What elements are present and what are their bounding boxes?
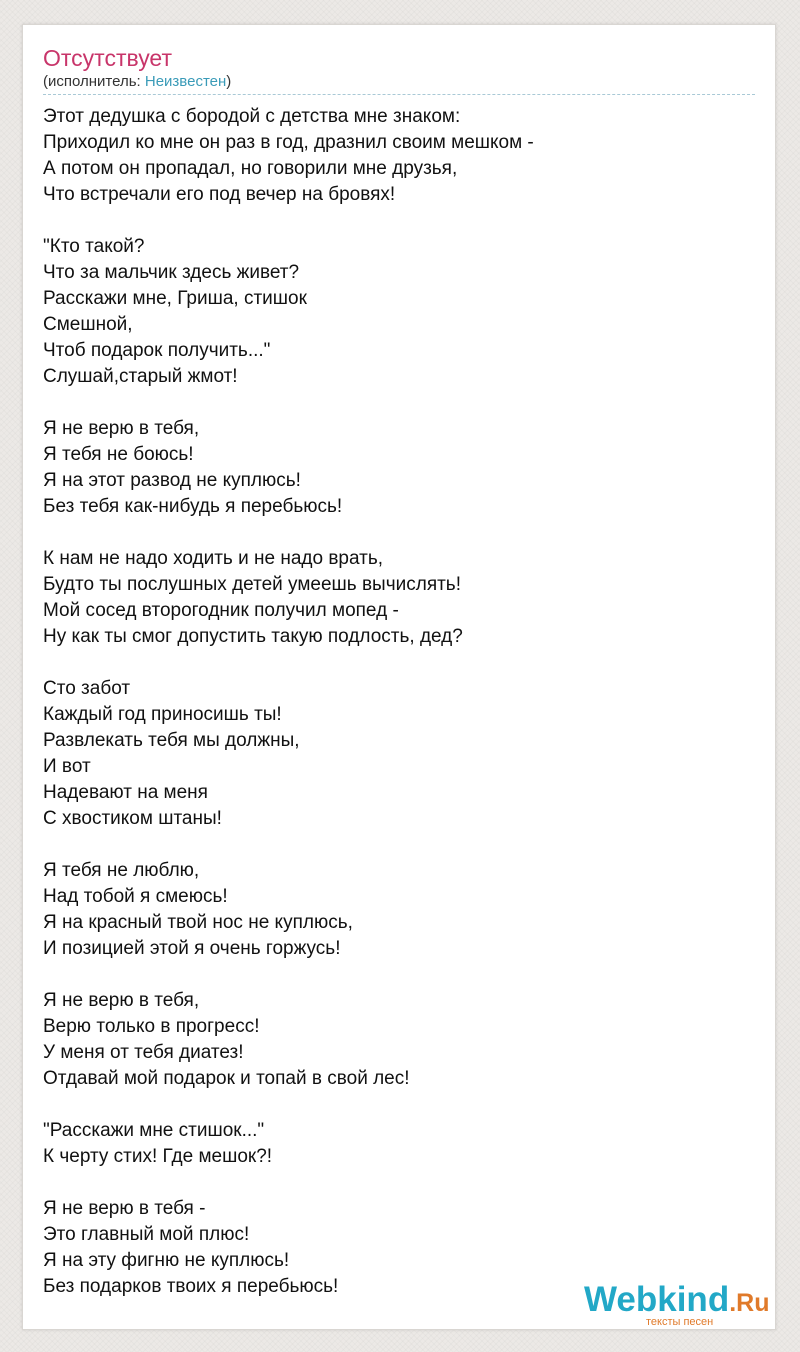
lyric-line: Будто ты послушных детей умеешь вычислять! — [43, 574, 461, 595]
lyric-line: И вот — [43, 756, 91, 777]
artist-link[interactable]: Неизвестен — [144, 73, 227, 90]
lyric-line: А потом он пропадал, но говорили мне друзья, — [43, 158, 458, 179]
lyric-line: Над тобой я смеюсь! — [43, 886, 228, 907]
lyrics-stanza — [43, 1118, 753, 1170]
logo-main-text: Webkind — [584, 1280, 730, 1319]
lyric-line: Я тебя не люблю, — [43, 860, 200, 881]
lyrics-stanza — [43, 676, 753, 832]
lyric-line: Надевают на меня — [43, 782, 208, 803]
lyric-line: У меня от тебя диатез! — [43, 1042, 244, 1063]
webkind-logo[interactable] — [584, 1280, 784, 1330]
lyric-line: К нам не надо ходить и не надо врать, — [43, 548, 384, 569]
lyric-line: Я на эту фигню не куплюсь! — [43, 1250, 290, 1271]
lyric-line: И позицией этой я очень горжусь! — [43, 938, 341, 959]
lyric-line: Я на этот развод не куплюсь! — [43, 470, 301, 491]
lyrics-stanza — [43, 104, 753, 208]
lyric-line: Я не верю в тебя - — [43, 1198, 206, 1219]
logo-subtitle: тексты песен — [646, 1316, 714, 1328]
artist-suffix: ) — [226, 73, 232, 90]
lyric-line: Я не верю в тебя, — [43, 418, 200, 439]
lyrics-body — [43, 104, 753, 1326]
lyric-line: Я тебя не боюсь! — [43, 444, 194, 465]
lyric-line: Чтоб подарок получить..." — [43, 340, 271, 361]
lyric-line: Без подарков твоих я перебьюсь! — [43, 1276, 339, 1297]
lyric-line: К черту стих! Где мешок?! — [43, 1146, 273, 1167]
lyric-line: Без тебя как-нибудь я перебьюсь! — [43, 496, 343, 517]
lyric-line: Мой сосед второгодник получил мопед - — [43, 600, 399, 621]
song-title: Отсутствует — [43, 45, 172, 71]
lyrics-stanza — [43, 416, 753, 520]
lyric-line: Развлекать тебя мы должны, — [43, 730, 300, 751]
logo-ru-text: .Ru — [729, 1289, 770, 1317]
lyrics-stanza — [43, 546, 753, 650]
lyric-line: Расскажи мне, Гриша, стишок — [43, 288, 307, 309]
lyrics-stanza — [43, 858, 753, 962]
lyric-line: "Кто такой? — [43, 236, 145, 257]
lyric-line: Сто забот — [43, 678, 131, 699]
lyric-line: Я на красный твой нос не куплюсь, — [43, 912, 353, 933]
lyric-line: С хвостиком штаны! — [43, 808, 222, 829]
lyric-line: Слушай,старый жмот! — [43, 366, 238, 387]
artist-line — [43, 73, 231, 91]
lyric-line: Этот дедушка с бородой с детства мне знаком: — [43, 106, 461, 127]
lyric-line: Ну как ты смог допустить такую подлость, дед? — [43, 626, 463, 647]
lyric-line: Что встречали его под вечер на бровях! — [43, 184, 396, 205]
lyric-line: Каждый год приносишь ты! — [43, 704, 282, 725]
lyric-line: "Расскажи мне стишок..." — [43, 1120, 265, 1141]
lyrics-stanza — [43, 234, 753, 390]
artist-prefix: (исполнитель: — [43, 73, 145, 90]
lyric-line: Я не верю в тебя, — [43, 990, 200, 1011]
lyrics-stanza — [43, 988, 753, 1092]
header-divider — [43, 94, 755, 95]
lyric-line: Отдавай мой подарок и топай в свой лес! — [43, 1068, 410, 1089]
lyric-line: Верю только в прогресс! — [43, 1016, 260, 1037]
lyric-line: Что за мальчик здесь живет? — [43, 262, 300, 283]
lyric-line: Приходил ко мне он раз в год, дразнил своим мешком - — [43, 132, 534, 153]
lyric-line: Смешной, — [43, 314, 133, 335]
lyrics-card — [22, 24, 776, 1330]
lyric-line: Это главный мой плюс! — [43, 1224, 250, 1245]
